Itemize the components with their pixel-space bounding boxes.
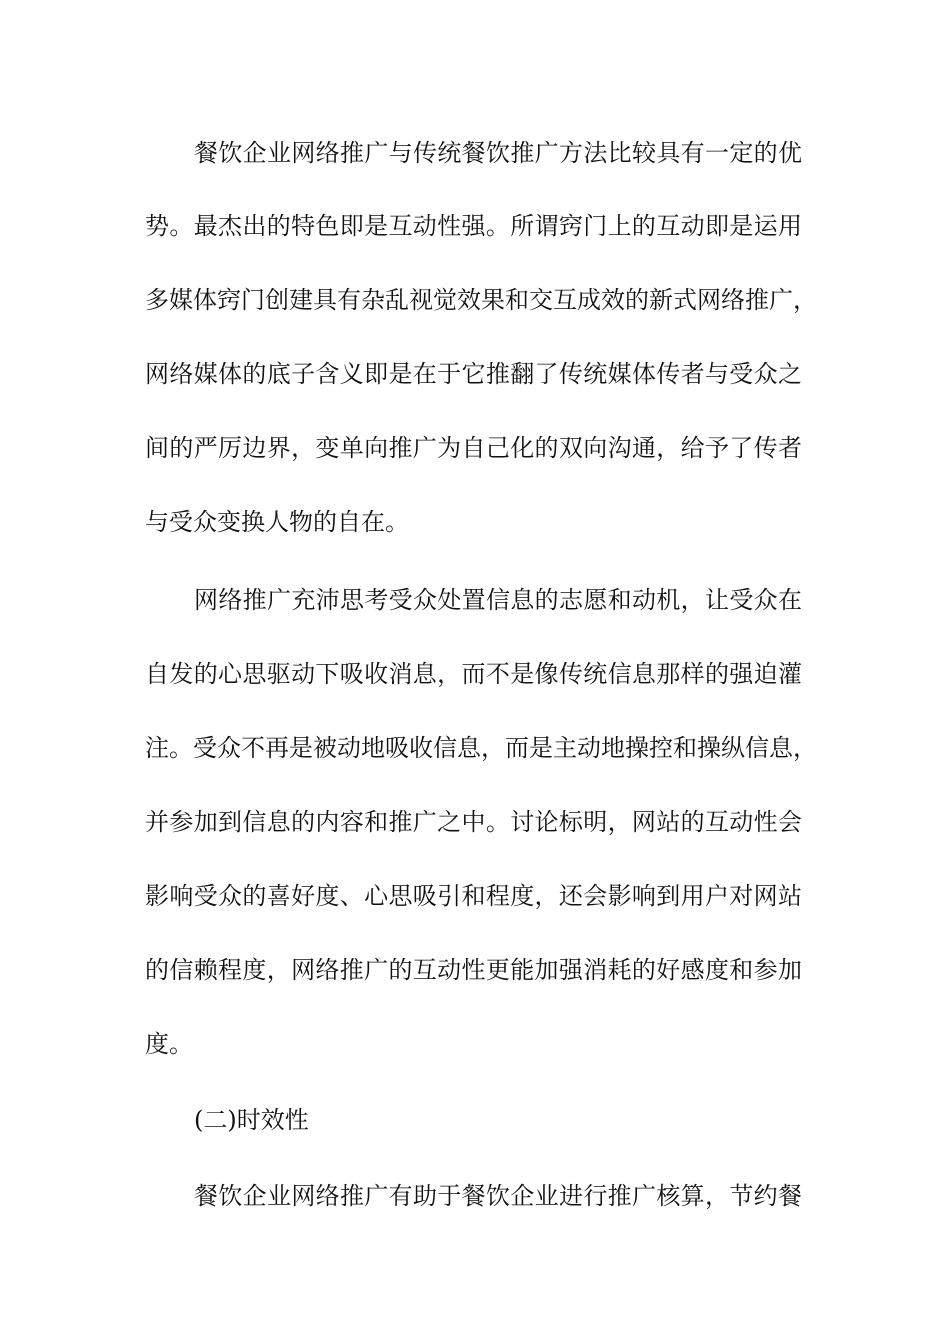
paragraph-2-line-2: 自发的心思驱动下吸收消息，而不是像传统信息那样的强迫灌	[145, 660, 802, 688]
paragraph-2-line-3: 注。受众不再是被动地吸收信息，而是主动地操控和操纵信息，	[145, 734, 817, 762]
paragraph-2-line-6: 的信赖程度，网络推广的互动性更能加强消耗的好感度和参加	[145, 956, 802, 984]
paragraph-1-line-2: 势。最杰出的特色即是互动性强。所谓窍门上的互动即是运用	[145, 212, 802, 240]
paragraph-1-line-5: 间的严厉边界，变单向推广为自己化的双向沟通，给予了传者	[145, 434, 802, 462]
paragraph-2-line-1: 网络推广充沛思考受众处置信息的志愿和动机，让受众在	[194, 586, 802, 614]
paragraph-1-line-1: 餐饮企业网络推广与传统餐饮推广方法比较具有一定的优	[194, 139, 802, 167]
paragraph-2-line-5: 影响受众的喜好度、心思吸引和程度，还会影响到用户对网站	[145, 882, 802, 910]
paragraph-3-line-1: 餐饮企业网络推广有助于餐饮企业进行推广核算，节约餐	[194, 1182, 802, 1210]
section-heading: (二)时效性	[194, 1106, 309, 1134]
paragraph-2-line-4: 并参加到信息的内容和推广之中。讨论标明，网站的互动性会	[145, 808, 802, 836]
paragraph-1-line-4: 网络媒体的底子含义即是在于它推翻了传统媒体传者与受众之	[145, 360, 802, 388]
paragraph-1-line-3: 多媒体窍门创建具有杂乱视觉效果和交互成效的新式网络推广，	[145, 286, 817, 314]
paragraph-1-line-6: 与受众变换人物的自在。	[145, 508, 409, 536]
paragraph-2-line-7: 度。	[145, 1030, 193, 1058]
